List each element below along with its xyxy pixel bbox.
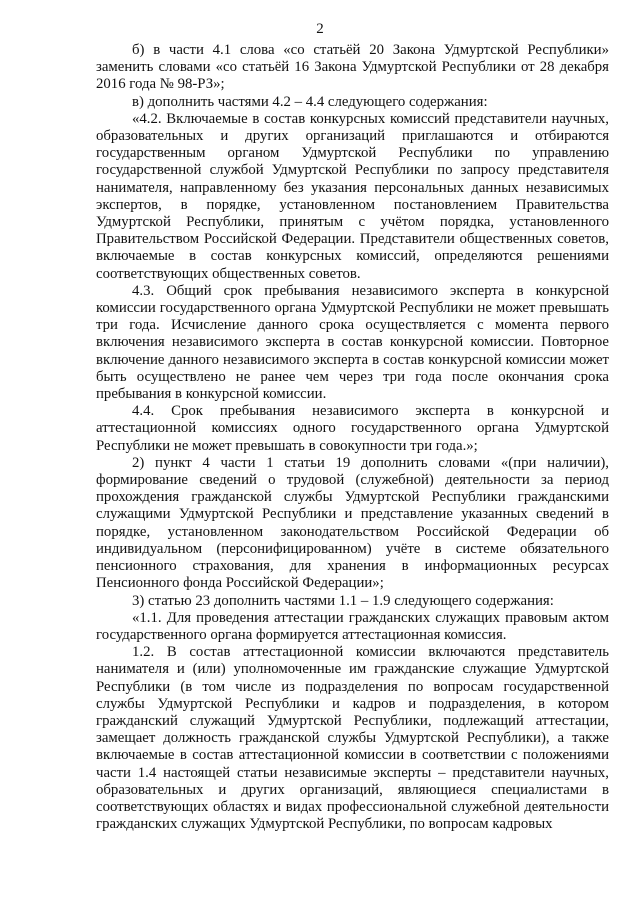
paragraph-amendment-b: б) в части 4.1 слова «со статьёй 20 Закона Удмуртской Республики» заменить словами «со статьёй 16 Закона Удмуртской Республики от 28 декабря 2016 года № 98-РЗ»; — [96, 42, 609, 93]
paragraph-part-4-3: 4.3. Общий срок пребывания независимого эксперта в конкурсной комиссии государственного органа Удмуртской Республики не может превышать три года. Исчисление данного срока осуществляется с момента первого включения независимого эксперта в состав конкурсной комиссии. Повторное включение данного независимого эксперта в состав конкурсной комиссии может быть осуществлено не ранее чем через три года после окончания срока пребывания в конкурсной комиссии. — [96, 282, 609, 403]
paragraph-part-1-1: «1.1. Для проведения аттестации гражданских служащих правовым актом государственного органа формируется аттестационная комиссия. — [96, 609, 609, 643]
paragraph-item-2: 2) пункт 4 части 1 статьи 19 дополнить словами «(при наличии), формирование сведений о трудовой (служебной) деятельности за период прохождения гражданской службы Удмуртской Республики гражданскими служащими Удмуртской Республики и представление указанных сведений в порядке, установленном законодательством Российской Федерации об индивидуальном (персонифицированном) учёте в системе обязательного пенсионного страхования, для хранения в информационных ресурсах Пенсионного фонда Российской Федерации»; — [96, 454, 609, 592]
paragraph-item-3: 3) статью 23 дополнить частями 1.1 – 1.9 следующего содержания: — [132, 592, 554, 609]
page-number: 2 — [316, 21, 324, 37]
paragraph-part-4-2: «4.2. Включаемые в состав конкурсных комиссий представители научных, образовательных и других организаций приглашаются и отбираются государственным органом Удмуртской Республики по управлению государственной службой Удмуртской Республики по запросу представителя нанимателя, направленному без указания персональных данных независимых экспертов, в порядке, установленном постановлением Правительства Удмуртской Республики, принятым с учётом порядка, установленного Правительством Российской Федерации. Представители общественных советов, включаемые в состав конкурсных комиссий, определяются решениями соответствующих общественных советов. — [96, 110, 609, 282]
document-body — [96, 42, 609, 833]
paragraph-part-1-2: 1.2. В состав аттестационной комиссии включаются представитель нанимателя и (или) уполномоченные им гражданские служащие Удмуртской Республики (в том числе из подразделения по вопросам государственной службы Удмуртской Республики и кадров и подразделения, в котором гражданский служащий Удмуртской Республики, подлежащий аттестации, замещает должность гражданской службы Удмуртской Республики), а также включаемые в состав аттестационной комиссии в соответствии с положениями части 1.4 настоящей статьи независимые эксперты – представители научных, образовательных и других организаций, являющиеся специалистами в соответствующих областях и видах профессиональной служебной деятельности гражданских служащих Удмуртской Республики, по вопросам кадровых — [96, 644, 609, 833]
paragraph-part-4-4: 4.4. Срок пребывания независимого эксперта в конкурсной и аттестационной комиссиях одного государственного органа Удмуртской Республики не может превышать в совокупности три года.»; — [96, 403, 609, 454]
paragraph-amendment-v: в) дополнить частями 4.2 – 4.4 следующего содержания: — [132, 93, 488, 110]
